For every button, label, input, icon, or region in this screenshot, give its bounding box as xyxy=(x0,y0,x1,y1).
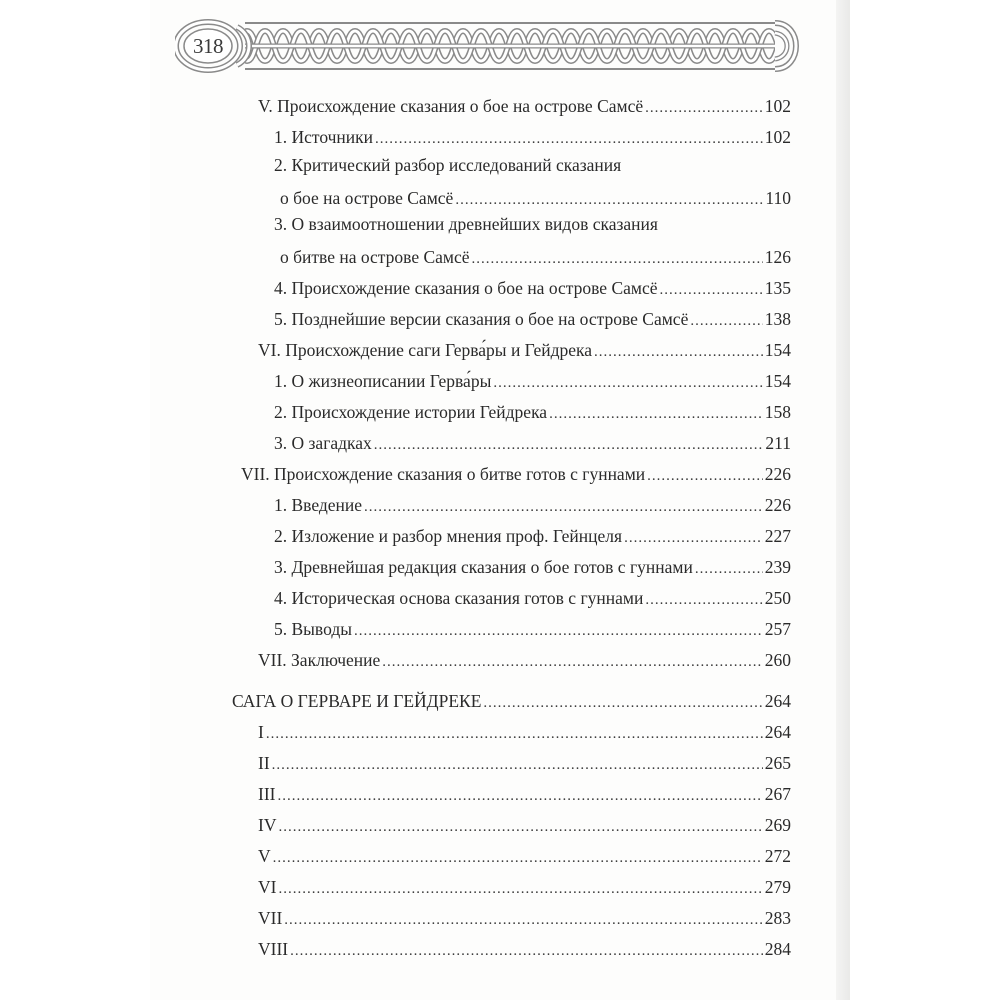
toc-entry-page: 283 xyxy=(764,908,791,928)
toc-entry-page: 102 xyxy=(764,96,791,116)
dot-leader xyxy=(483,694,762,712)
toc-entry-title: VII. Происхождение сказания о битве готов с гуннами xyxy=(241,464,646,484)
toc-entry[interactable] xyxy=(258,645,791,671)
toc-entry-page: 226 xyxy=(764,464,791,484)
toc-entry[interactable] xyxy=(280,183,791,209)
toc-entry[interactable] xyxy=(258,717,791,743)
toc-entry[interactable] xyxy=(258,335,791,361)
dot-leader xyxy=(374,436,764,454)
toc-entry[interactable] xyxy=(274,614,791,640)
toc-entry-title: о бое на острове Самсё xyxy=(280,188,454,208)
toc-entry-page: 226 xyxy=(764,495,791,515)
toc-entry-page: 269 xyxy=(764,815,791,835)
toc-entry-page: 110 xyxy=(765,188,791,208)
toc-entry-title: 3. О загадках xyxy=(274,433,372,453)
dot-leader xyxy=(660,281,763,299)
toc-entry-title: V. Происхождение сказания о бое на острове Самсё xyxy=(258,96,644,116)
dot-leader xyxy=(549,405,763,423)
toc-entry-page: 265 xyxy=(764,753,791,773)
toc-entry-title: 1. О жизнеописании Герва́ры xyxy=(274,371,492,391)
toc-entry-title: 4. Происхождение сказания о бое на острове Самсё xyxy=(274,278,658,298)
dot-leader xyxy=(645,99,763,117)
dot-leader xyxy=(273,849,763,867)
toc-entry-title: VII xyxy=(258,908,283,928)
dot-leader xyxy=(472,250,763,268)
dot-leader xyxy=(284,911,762,929)
toc-entry-page: 102 xyxy=(764,127,791,147)
toc-entry[interactable] xyxy=(274,273,791,299)
toc-entry-page: 272 xyxy=(764,846,791,866)
toc-entry-title: 5. Позднейшие версии сказания о бое на острове Самсё xyxy=(274,309,689,329)
toc-entry[interactable] xyxy=(274,397,791,423)
toc-entry-page: 267 xyxy=(764,784,791,804)
dot-leader xyxy=(382,653,762,671)
toc-entry-title: 1. Введение xyxy=(274,495,363,515)
toc-entry-title: 1. Источники xyxy=(274,127,374,147)
toc-entry[interactable] xyxy=(258,779,791,805)
dot-leader xyxy=(278,880,762,898)
toc-entry-title: V xyxy=(258,846,271,866)
page-number: 318 xyxy=(193,33,223,58)
toc-entry-page: 239 xyxy=(764,557,791,577)
toc-entry[interactable] xyxy=(258,934,791,960)
toc-entry-title: III xyxy=(258,784,276,804)
toc-entry[interactable] xyxy=(258,841,791,867)
dot-leader xyxy=(278,818,762,836)
toc-entry-page: 126 xyxy=(764,247,791,267)
dot-leader xyxy=(647,467,763,485)
toc-entry[interactable] xyxy=(274,122,791,148)
toc-entry[interactable] xyxy=(258,872,791,898)
toc-entry[interactable] xyxy=(274,583,791,609)
toc-entry-title: VIII xyxy=(258,939,289,959)
dot-leader xyxy=(266,725,763,743)
toc-entry-page: 154 xyxy=(764,340,791,360)
toc-entry-title: САГА О ГЕРВАРЕ И ГЕЙДРЕКЕ xyxy=(232,691,482,711)
dot-leader xyxy=(364,498,763,516)
dot-leader xyxy=(594,343,763,361)
toc-entry-title: I xyxy=(258,722,264,742)
dot-leader xyxy=(277,787,762,805)
dot-leader xyxy=(645,591,762,609)
dot-leader xyxy=(354,622,763,640)
toc-entry-title: VI xyxy=(258,877,277,897)
toc-entry-page: 257 xyxy=(764,619,791,639)
dot-leader xyxy=(455,191,763,209)
toc-entry[interactable] xyxy=(258,903,791,929)
toc-entry-page: 211 xyxy=(765,433,791,453)
toc-entry-page: 158 xyxy=(764,402,791,422)
toc-entry-page: 260 xyxy=(764,650,791,670)
toc-entry-title: 5. Выводы xyxy=(274,619,352,639)
toc-entry[interactable] xyxy=(274,304,791,330)
dot-leader xyxy=(624,529,763,547)
toc-entry-page: 264 xyxy=(764,691,791,711)
toc-entry[interactable] xyxy=(258,810,791,836)
toc-entry-page: 279 xyxy=(764,877,791,897)
dot-leader xyxy=(290,942,763,960)
dot-leader xyxy=(375,130,763,148)
toc-entry-title: 3. Древнейшая редакция сказания о бое готов с гуннами xyxy=(274,557,693,577)
dot-leader xyxy=(493,374,762,392)
toc-entry-title: 2. Изложение и разбор мнения проф. Гейнцеля xyxy=(274,526,623,546)
toc-entry-title: 2. Происхождение истории Гейдрека xyxy=(274,402,548,422)
toc-entry[interactable] xyxy=(274,552,791,578)
toc-entry[interactable] xyxy=(274,428,791,454)
toc-entry-title: VII. Заключение xyxy=(258,650,381,670)
dot-leader xyxy=(272,756,763,774)
toc-entry-title: о битве на острове Самсё xyxy=(280,247,470,267)
toc-entry-page: 264 xyxy=(764,722,791,742)
toc-entry-title: IV xyxy=(258,815,277,835)
toc-entry-title: 4. Историческая основа сказания готов с гуннами xyxy=(274,588,644,608)
toc-entry[interactable] xyxy=(274,521,791,547)
dot-leader xyxy=(695,560,763,578)
toc-entry[interactable] xyxy=(258,91,791,117)
toc-entry-page: 135 xyxy=(764,278,791,298)
toc-entry-page: 250 xyxy=(764,588,791,608)
toc-entry[interactable] xyxy=(258,748,791,774)
toc-entry-page: 138 xyxy=(764,309,791,329)
toc-entry[interactable] xyxy=(274,366,791,392)
toc-entry-page: 284 xyxy=(764,939,791,959)
toc-entry-title: II xyxy=(258,753,270,773)
toc-entry-page: 154 xyxy=(764,371,791,391)
toc-entry[interactable] xyxy=(232,686,791,712)
toc-entry[interactable] xyxy=(274,490,791,516)
toc-entry-title: VI. Происхождение саги Герва́ры и Гейдрека xyxy=(258,340,593,360)
toc-entry-page: 227 xyxy=(764,526,791,546)
toc-entry-title-line: 3. О взаимоотношении древнейших видов сказания xyxy=(274,214,658,234)
toc-entry[interactable] xyxy=(241,459,791,485)
toc-entry-title-line: 2. Критический разбор исследований сказания xyxy=(274,155,622,175)
toc-entry[interactable] xyxy=(280,242,791,268)
dot-leader xyxy=(690,312,762,330)
